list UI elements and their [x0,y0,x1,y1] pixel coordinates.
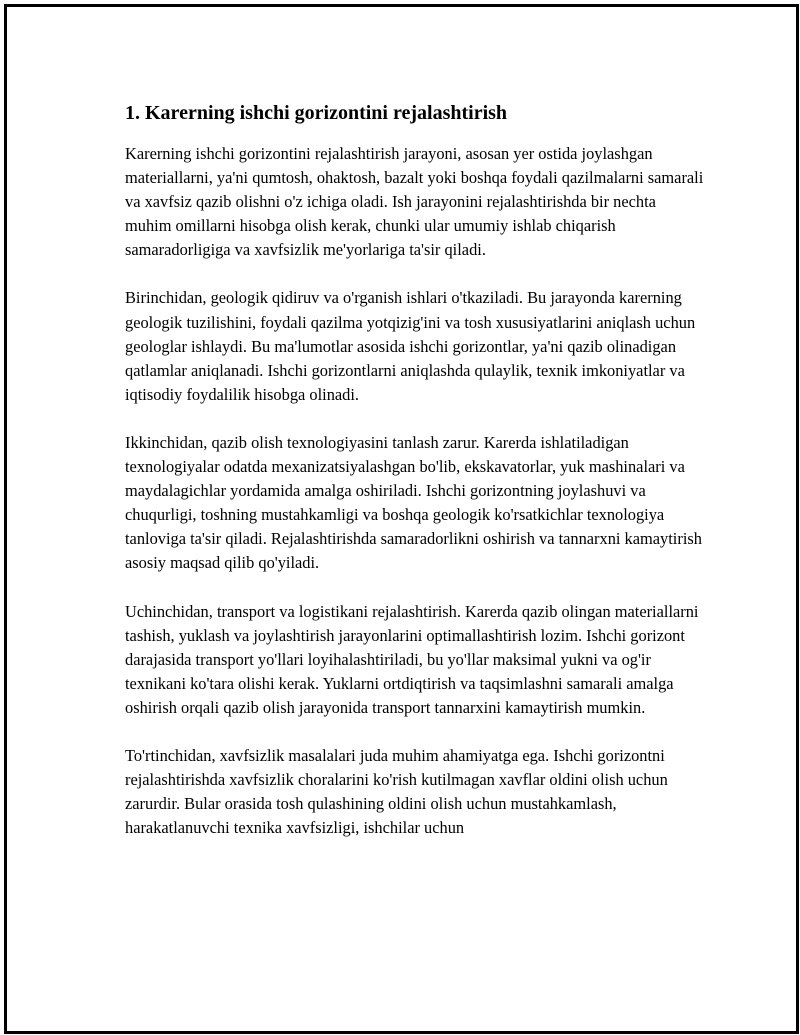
section-heading: 1. Karerning ishchi gorizontini rejalashtirish [125,102,508,124]
paragraph-fourth: To'rtinchidan, xavfsizlik masalalari juda muhim ahamiyatga ega. Ishchi gorizontni rejalashtirishda xavfsizlik choralarini ko'rish kutilmagan xavflar oldini olish uchun zarurdir. Bular orasida tosh qulashining oldini olish uchun mustahkamlash, harakatlanuvchi texnika xavfsizligi, ishchilar uchun [125,745,668,838]
paragraph-second: Ikkinchidan, qazib olish texnologiyasini tanlash zarur. Karerda ishlatiladigan texnologiyalar odatda mexanizatsiyalashgan bo'lib, ekskavatorlar, yuk mashinalari va maydalagichlar yordamida amalga oshiriladi. Ishchi gorizontning joylashuvi va chuqurligi, toshning mustahkamligi va boshqa geologik ko'rsatkichlar texnologiya tanloviga ta'sir qiladi. Rejalashtirishda samaradorlikni oshirish va tannarxni kamaytirish asosiy maqsad qilib qo'yiladi. [125,432,702,573]
page-border [4,4,799,1034]
paragraph-first: Birinchidan, geologik qidiruv va o'rganish ishlari o'tkaziladi. Bu jarayonda karerning geologik tuzilishini, foydali qazilma yotqizig'ini va tosh xususiyatlarini aniqlash uchun geologlar ishlaydi. Bu ma'lumotlar asosida ishchi gorizontlar, ya'ni qazib olinadigan qatlamlar aniqlanadi. Ishchi gorizontlarni aniqlashda qulaylik, texnik imkoniyatlar va iqtisodiy foydalilik hisobga olinadi. [125,288,696,404]
paragraph-third: Uchinchidan, transport va logistikani rejalashtirish. Karerda qazib olingan materiallarni tashish, yuklash va joylashtirish jarayonlarini optimallashtirish lozim. Ishchi gorizont darajasida transport yo'llari loyihalashtiriladi, bu yo'llar maksimal yukni va og'ir texnikani ko'tara olishi kerak. Yuklarni ortdiqtirish va taqsimlashni samarali amalga oshirish orqali qazib olish jarayonida transport tannarxini kamaytirish mumkin. [125,601,699,717]
paragraph-intro: Karerning ishchi gorizontini rejalashtirish jarayoni, asosan yer ostida joylashgan materiallarni, ya'ni qumtosh, ohaktosh, bazalt yoki boshqa foydali qazilmalarni samarali va xavfsiz qazib olishni o'z ichiga oladi. Ish jarayonini rejalashtirishda bir nechta muhim omillarni hisobga olish kerak, chunki ular umumiy ishlab chiqarish samaradorligiga va xavfsizlik me'yorlariga ta'sir qiladi. [125,144,704,260]
document-body [125,99,705,864]
